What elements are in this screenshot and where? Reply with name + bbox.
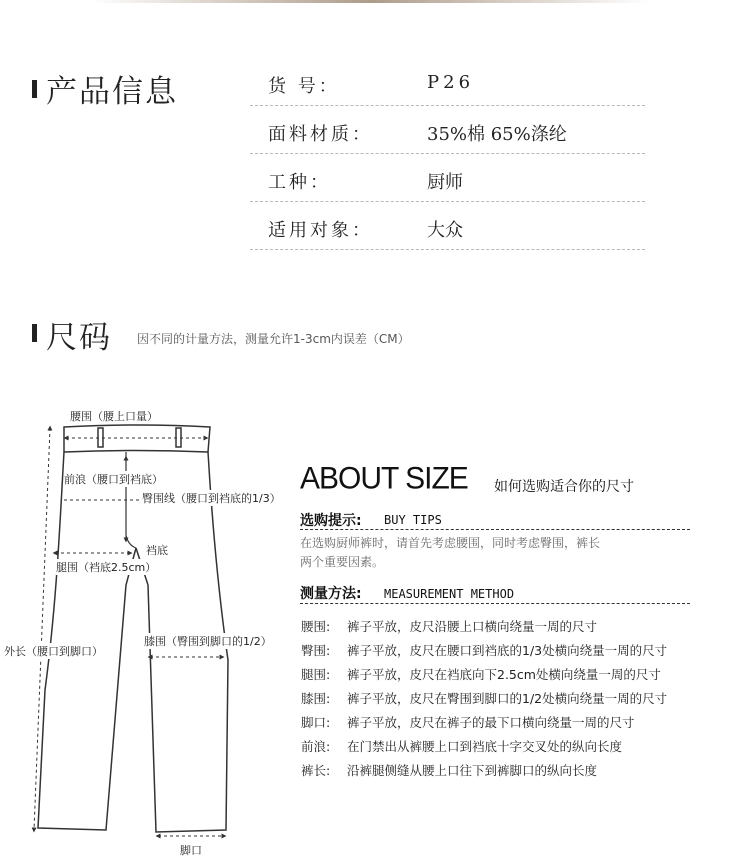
top-divider: [90, 0, 650, 3]
method-row-thigh: [301, 665, 661, 683]
method-row-length: [301, 761, 597, 779]
divider: [300, 529, 690, 530]
info-label: 工种：: [268, 172, 331, 193]
method-heading-en: MEASUREMENT METHOD: [384, 587, 515, 601]
buy-tips-heading-en: BUY TIPS: [384, 513, 442, 527]
divider: [300, 603, 690, 604]
buy-tips-line: 在选购厨师裤时，请首先考虑腰围，同时考虑臀围，裤长: [300, 536, 601, 550]
buy-tips-heading: 选购提示:: [300, 513, 362, 529]
label-front-rise: 前浪（腰口到裆底）: [64, 473, 163, 486]
info-value: P26: [427, 72, 475, 93]
method-label: 脚口:: [301, 715, 331, 730]
info-label: 面料材质：: [268, 124, 373, 145]
label-knee: 膝围（臀围到脚口的1/2）: [144, 635, 272, 648]
section-marker: [32, 324, 37, 342]
info-row-job-type: [250, 162, 645, 202]
method-label: 裤长:: [301, 763, 331, 778]
method-text: 裤子平放，皮尺在裤子的最下口横向绕量一周的尺寸: [347, 715, 635, 730]
product-info-title: 产品信息: [46, 74, 178, 110]
method-label: 臀围:: [301, 643, 331, 658]
about-size-title: ABOUT SIZE: [300, 461, 468, 496]
method-text: 沿裤腿侧缝从腰上口往下到裤脚口的纵向长度: [347, 763, 598, 778]
info-row-target: [250, 210, 645, 250]
info-row-material: [250, 114, 645, 154]
method-label: 膝围:: [301, 691, 331, 706]
label-thigh: 腿围（裆底2.5cm）: [56, 561, 157, 574]
method-label: 腰围:: [301, 619, 331, 634]
method-row-hem: [301, 713, 635, 731]
label-hem: 脚口: [180, 844, 202, 857]
method-text: 裤子平放，皮尺在臀围到脚口的1/2处横向绕量一周的尺寸: [347, 691, 668, 706]
about-size-subtitle: 如何选购适合你的尺寸: [494, 479, 634, 495]
label-waist: 腰围（腰上口量）: [70, 410, 158, 423]
info-row-item-no: [250, 66, 645, 106]
section-marker: [32, 80, 37, 98]
method-label: 腿围:: [301, 667, 331, 682]
method-text: 裤子平放，皮尺在裆底向下2.5cm处横向绕量一周的尺寸: [347, 667, 661, 682]
method-text: 在门禁出从裤腰上口到裆底十字交叉处的纵向长度: [347, 739, 623, 754]
method-row-knee: [301, 689, 667, 707]
method-heading: 测量方法:: [300, 586, 362, 602]
method-text: 裤子平放，皮尺在腰口到裆底的1/3处横向绕量一周的尺寸: [347, 643, 668, 658]
info-value: 35%棉 65%涤纶: [427, 124, 567, 145]
method-row-hip: [301, 641, 667, 659]
info-value: 厨师: [427, 172, 463, 193]
method-label: 前浪:: [301, 739, 331, 754]
method-row-waist: [301, 617, 597, 635]
method-row-front-rise: [301, 737, 622, 755]
buy-tips-line: 两个重要因素。: [300, 555, 385, 569]
info-label: 适用对象：: [268, 220, 373, 241]
method-text: 裤子平放，皮尺沿腰上口横向绕量一周的尺寸: [347, 619, 598, 634]
label-crotch: 裆底: [146, 544, 168, 557]
size-note: 因不同的计量方法，测量允许1-3cm内误差（CM）: [137, 332, 410, 346]
size-title: 尺码: [46, 320, 112, 356]
info-value: 大众: [427, 220, 463, 241]
label-outseam: 外长（腰口到脚口）: [4, 645, 103, 658]
info-label: 货 号：: [268, 76, 340, 97]
pants-diagram: [0, 390, 290, 868]
label-hip: 臀围线（腰口到裆底的1/3）: [142, 492, 281, 505]
